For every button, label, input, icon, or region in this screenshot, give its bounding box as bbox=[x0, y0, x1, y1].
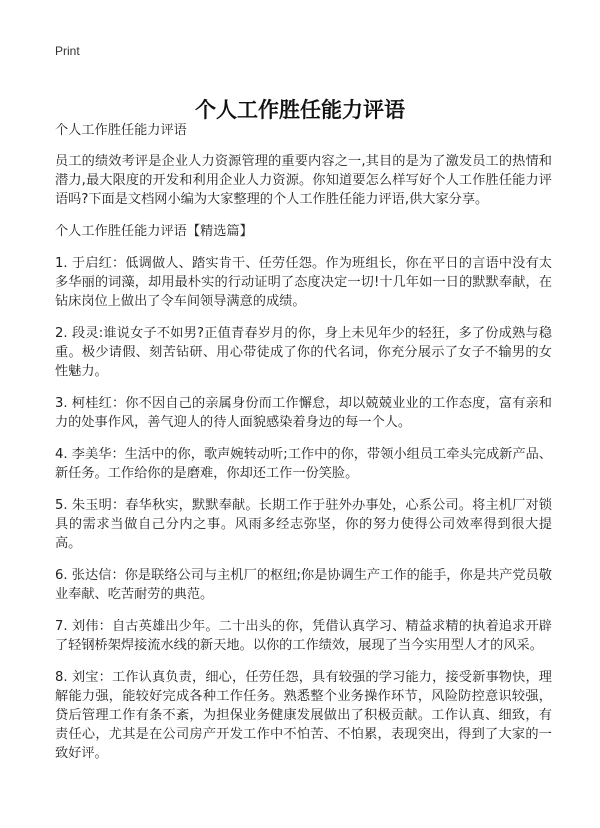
intro-paragraph: 员工的绩效考评是企业人力资源管理的重要内容之一,其目的是为了激发员工的热情和潜力,最大限度的开发和利用企业人力资源。你知道要怎么样写好个人工作胜任能力评语吗?下面是文档网小编为大家整理的个人工作胜任能力评语,供大家分享。 bbox=[55, 154, 552, 207]
evaluation-item-7: 7. 刘伟：自古英雄出少年。二十出头的你，凭借认真学习、精益求精的执着追求开辟了轻钢桥架焊接流水线的新天地。以你的工作绩效，展现了当今实用型人才的风采。 bbox=[55, 619, 552, 653]
document-subtitle: 个人工作胜任能力评语 bbox=[55, 123, 187, 138]
evaluation-item-2: 2. 段灵:谁说女子不如男?正值青春岁月的你，身上未见年少的轻狂，多了份成熟与稳重。极少请假、刻苦钻研、用心带徒成了你的代名词，你充分展示了女子不输男的女性魅力。 bbox=[55, 326, 552, 379]
evaluation-item-4: 4. 李美华：生活中的你，歌声婉转动听;工作中的你，带领小组员工牵头完成新产品、新任务。工作给你的是磨难，你却还工作一份笑脸。 bbox=[55, 447, 552, 481]
section-heading: 个人工作胜任能力评语【精选篇】 bbox=[55, 224, 253, 239]
evaluation-item-1: 1. 于启红：低调做人、踏实肯干、任劳任怨。作为班组长，你在平日的言语中没有太多华丽的词藻，却用最朴实的行动证明了态度决定一切!十几年如一日的默默奉献，在钻床岗位上做出了令车间领导满意的成绩。 bbox=[55, 256, 552, 309]
evaluation-item-3: 3. 柯桂红：你不因自己的亲属身份而工作懈怠，却以兢兢业业的工作态度，富有亲和力的处事作风，善气迎人的待人面貌感染着身边的每一个人。 bbox=[55, 396, 552, 430]
evaluation-item-5: 5. 朱玉明：春华秋实，默默奉献。长期工作于驻外办事处，心系公司。将主机厂对锁具的需求当做自己分内之事。风雨多经志弥坚，你的努力使得公司效率得到很大提高。 bbox=[55, 498, 552, 551]
evaluation-item-6: 6. 张达信：你是联络公司与主机厂的枢纽;你是协调生产工作的能手，你是共产党员敬业奉献、吃苦耐劳的典范。 bbox=[55, 568, 552, 602]
document-body bbox=[55, 121, 552, 776]
evaluation-item-8: 8. 刘宝：工作认真负责，细心，任劳任怨，具有较强的学习能力，接受新事物快，理解能力强，能较好完成各种工作任务。熟悉整个业务操作环节，风险防控意识较强，贷后管理工作有条不紊，为担保业务健康发展做出了积极贡献。工作认真、细致，有责任心，尤其是在公司房产开发工作中不怕苦、不怕累，表现突出，得到了大家的一致好评。 bbox=[55, 670, 552, 761]
print-link[interactable]: Print bbox=[55, 44, 80, 58]
page-title: 个人工作胜任能力评语 bbox=[195, 98, 405, 123]
